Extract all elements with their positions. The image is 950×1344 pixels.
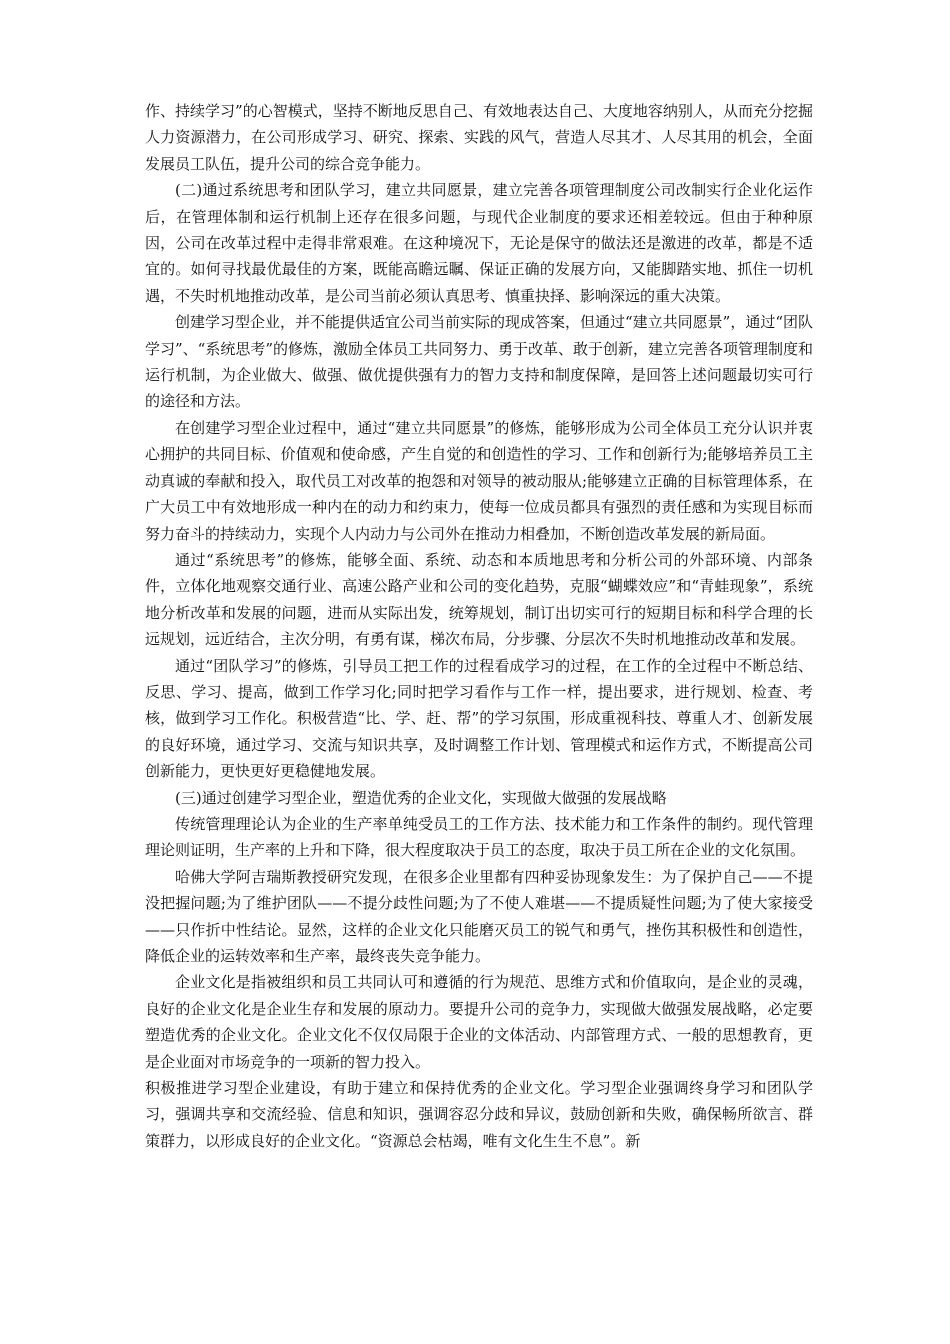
paragraph-2: (二)通过系统思考和团队学习，建立共同愿景，建立完善各项管理制度公司改制实行企业化运作后，在管理体制和运行机制上还存在很多问题，与现代企业制度的要求还相差较远。但由于种种原因，公司在改革过程中走得非常艰难。在这种境况下，无论是保守的做法还是激进的改革，都是不适宜的。如何寻找最优最佳的方案，既能高瞻远瞩、保证正确的发展方向，又能脚踏实地、抓住一切机遇，不失时机地推动改革，是公司当前必须认真思考、慎重抉择、影响深远的重大决策。 — [145, 181, 813, 305]
paragraph-5: 通过“系统思考”的修炼，能够全面、系统、动态和本质地思考和分析公司的外部环境、内部条件，立体化地观察交通行业、高速公路产业和公司的变化趋势，克服“蝴蝶效应”和“青蛙现象”，系统地分析改革和发展的问题，进而从实际出发，统筹规划，制订出切实可行的短期目标和科学合理的长远规划，远近结合，主次分明，有勇有谋，梯次布局，分步骤、分层次不失时机地推动改革和发展。 — [145, 550, 813, 649]
paragraph-1: 作、持续学习”的心智模式，坚持不断地反思自己、有效地表达自己、大度地容纳别人，从而充分挖掘人力资源潜力，在公司形成学习、研究、探索、实践的风气，营造人尽其才、人尽其用的机会，全面发展员工队伍，提升公司的综合竞争能力。 — [145, 102, 813, 173]
document-body — [145, 98, 813, 1154]
paragraph-8: 传统管理理论认为企业的生产率单纯受员工的工作方法、技术能力和工作条件的制约。现代管理理论则证明，生产率的上升和下降，很大程度取决于员工的态度，取决于员工所在企业的文化氛围。 — [145, 814, 813, 860]
section-heading-3: (三)通过创建学习型企业，塑造优秀的企业文化，实现做大做强的发展战略 — [175, 788, 667, 807]
paragraph-9: 哈佛大学阿吉瑞斯教授研究发现，在很多企业里都有四种妥协现象发生：为了保护自己——不提没把握问题;为了维护团队——不提分歧性问题;为了不使人难堪——不提质疑性问题;为了使大家接受——只作折中性结论。显然，这样的企业文化只能磨灭员工的锐气和勇气，挫伤其积极性和创造性，降低企业的运转效率和生产率，最终丧失竞争能力。 — [145, 867, 813, 965]
paragraph-10: 企业文化是指被组织和员工共同认可和遵循的行为规范、思维方式和价值取向，是企业的灵魂，良好的企业文化是企业生存和发展的原动力。要提升公司的竞争力，实现做大做强发展战略，必定要塑造优秀的企业文化。企业文化不仅仅局限于企业的文体活动、内部管理方式、一般的思想教育，更是企业面对市场竞争的一项新的智力投入。 — [145, 973, 813, 1071]
paragraph-4: 在创建学习型企业过程中，通过“建立共同愿景”的修炼，能够形成为公司全体员工充分认识并衷心拥护的共同目标、价值观和使命感，产生自觉的和创造性的学习、工作和创新行为;能够培养员工主动真诚的奉献和投入，取代员工对改革的抱怨和对领导的被动服从;能够建立正确的目标管理体系，在广大员工中有效地形成一种内在的动力和约束力，使每一位成员都具有强烈的责任感和为实现目标而努力奋斗的持续动力，实现个人内动力与公司外在推动力相叠加，不断创造改革发展的新局面。 — [145, 418, 813, 543]
paragraph-3: 创建学习型企业，并不能提供适宜公司当前实际的现成答案，但通过“建立共同愿景”，通过“团队学习”、“系统思考”的修炼，激励全体员工共同努力、勇于改革、敢于创新，建立完善各项管理制度和运行机制，为企业做大、做强、做优提供强有力的智力支持和制度保障，是回答上述问题最切实可行的途径和方法。 — [145, 313, 814, 411]
paragraph-6: 通过“团队学习”的修炼，引导员工把工作的过程看成学习的过程，在工作的全过程中不断总结、反思、学习、提高，做到工作学习化;同时把学习看作与工作一样，提出要求，进行规划、检查、考核，做到学习工作化。积极营造“比、学、赶、帮”的学习氛围，形成重视科技、尊重人才、创新发展的良好环境，通过学习、交流与知识共享，及时调整工作计划、管理模式和运作方式，不断提高公司创新能力，更快更好更稳健地发展。 — [145, 656, 813, 781]
paragraph-11: 积极推进学习型企业建设，有助于建立和保持优秀的企业文化。学习型企业强调终身学习和团队学习，强调共享和交流经验、信息和知识，强调容忍分歧和异议，鼓励创新和失败，确保畅所欲言、群策群力，以形成良好的企业文化。“资源总会枯竭，唯有文化生生不息”。新 — [145, 1079, 813, 1150]
